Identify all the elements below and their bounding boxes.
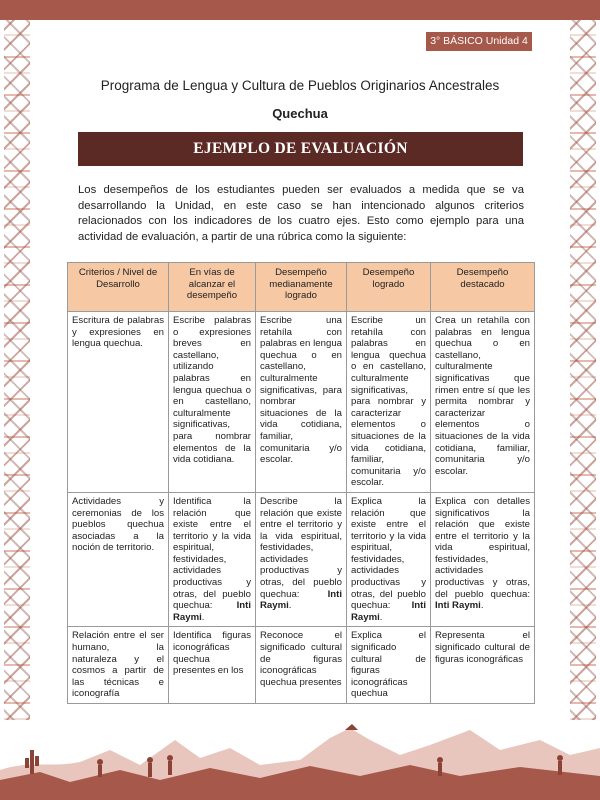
- cell-text-end: .: [480, 600, 484, 612]
- table-cell: [169, 492, 256, 627]
- table-cell: [256, 492, 347, 627]
- cell-text-end: .: [201, 611, 205, 623]
- andean-landscape-footer: [0, 710, 600, 800]
- header-level-1: En vías de alcanzar el desempeño: [169, 263, 256, 312]
- cell-text: Explica la relación que existe entre el territorio y la vida espiritual, festividades, actividades productivas y otras, del pueblo quechua:: [351, 495, 426, 612]
- cell-bold-term: Inti Raymi: [260, 588, 342, 612]
- table-cell: Relación entre el ser humano, la naturaleza y el cosmos a partir de las técnicas e iconografía: [68, 627, 169, 704]
- left-andean-pattern-border: [4, 20, 30, 720]
- table-header-row: [68, 263, 535, 312]
- table-cell: [347, 492, 431, 627]
- cell-text-end: .: [379, 611, 383, 623]
- cell-text: Explica con detalles significativos la relación que existe entre el territorio y la vida espiritual, festividades, actividades productivas y otras, del pueblo quechua:: [435, 495, 530, 600]
- intro-paragraph: Los desempeños de los estudiantes pueden ser evaluados a medida que se va desarrollando la Unidad, en este caso se han intencionado algunos criterios relacionados con los indicadores de los cuatro ejes. Esto como ejemplo para una actividad de evaluación, a partir de una rúbrica como la siguiente:: [78, 184, 524, 243]
- right-andean-pattern-border: [570, 20, 596, 720]
- cell-bold-term: Inti Raymi: [173, 600, 251, 623]
- cell-text: Identifica la relación que existe entre el territorio y la vida espiritual, festividades, actividades productivas y otras, del pueblo quechua:: [173, 495, 251, 612]
- table-cell: Escritura de palabras y expresiones en lengua quechua.: [68, 312, 169, 493]
- landscape-silhouette-illustration: [0, 710, 600, 800]
- table-row: [68, 312, 535, 493]
- evaluation-rubric-table: [67, 262, 535, 704]
- header-criteria: Criterios / Nivel de Desarrollo: [68, 263, 169, 312]
- top-color-bar: [0, 0, 600, 20]
- table-cell: Reconoce el significado cultural de figuras iconográficas quechua presentes: [256, 627, 347, 704]
- header-level-4: Desempeño destacado: [431, 263, 535, 312]
- table-cell: Escribe una retahíla con palabras en lengua quechua o en castellano, culturalmente significativas, para nombrar situaciones de la vida cotidiana, familiar, comunitaria y/o escolar.: [256, 312, 347, 493]
- table-cell: Escribe palabras o expresiones breves en castellano, utilizando palabras en lengua quechua o en castellano, culturalmente significativas, para nombrar elementos de la vida cotidiana.: [169, 312, 256, 493]
- table-cell: Representa el significado cultural de figuras iconográficas: [431, 627, 535, 704]
- table-cell: Crea un retahíla con palabras en lengua quechua o en castellano, culturalmente significativas que rimen entre sí que les permita nombrar y caracterizar elementos o situaciones de la vida cotidiana, familiar, comunitaria y/o escolar.: [431, 312, 535, 493]
- page-title: Programa de Lengua y Cultura de Pueblos Originarios Ancestrales: [100, 78, 500, 93]
- page-subtitle: Quechua: [272, 106, 328, 121]
- cell-text: Describe la relación que existe entre el territorio y la vida espiritual, festividades, actividades productivas y otras, del pueblo quechua:: [260, 495, 342, 600]
- section-banner: EJEMPLO DE EVALUACIÓN: [78, 132, 523, 166]
- table-cell: [431, 492, 535, 627]
- cell-bold-term: Inti Raymi: [435, 600, 481, 612]
- grade-unit-badge: 3° BÁSICO Unidad 4: [426, 32, 532, 51]
- header-level-3: Desempeño logrado: [347, 263, 431, 312]
- cell-text-end: .: [288, 600, 292, 612]
- table-cell: Identifica figuras iconográficas quechua presentes en los: [169, 627, 256, 704]
- table-row: [68, 492, 535, 627]
- table-cell: Explica el significado cultural de figuras iconográficas quechua: [347, 627, 431, 704]
- cell-bold-term: Inti Raymi: [351, 600, 426, 623]
- table-cell: Actividades y ceremonias de los pueblos quechua asociadas a la noción de territorio.: [68, 492, 169, 627]
- table-row: [68, 627, 535, 704]
- table-cell: Escribe un retahíla con palabras en lengua quechua o en castellano, culturalmente significativas, para nombrar y caracterizar elementos o situaciones de la vida cotidiana, familiar, comunitaria y/o escolar.: [347, 312, 431, 493]
- header-level-2: Desempeño medianamente logrado: [256, 263, 347, 312]
